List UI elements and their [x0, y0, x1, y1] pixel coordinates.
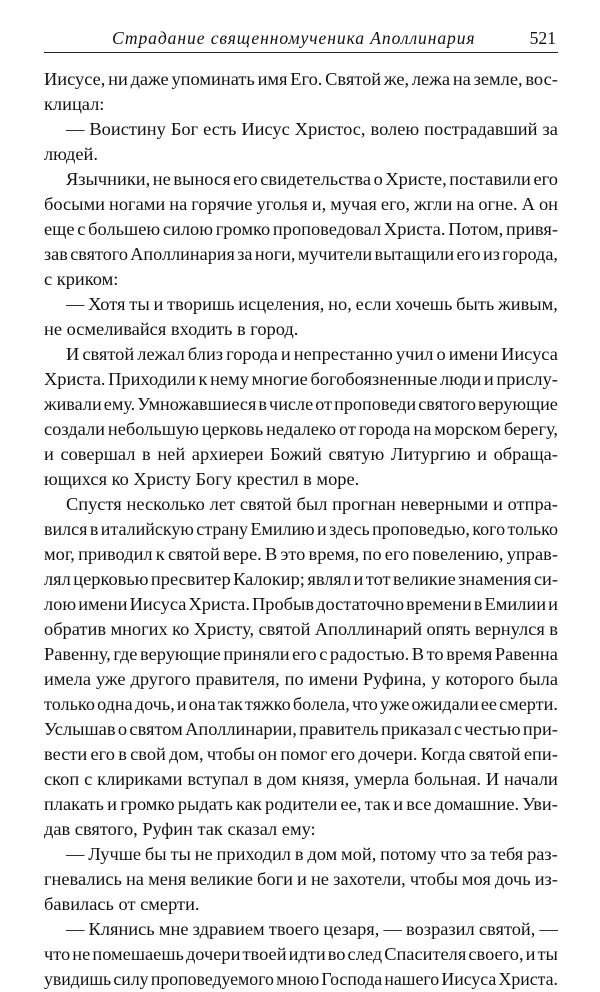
text-line: Христа. Приходили к нему многие богобоязненные люди и прислу-	[44, 369, 558, 389]
page-number: 521	[529, 28, 556, 48]
text-line: — Хотя ты и творишь исцеления, но, если хочешь быть живым,	[66, 294, 558, 314]
text-line: гневались на меня великие боги и не захотели, чтобы моя дочь из-	[44, 869, 558, 889]
text-line: обратив многих ко Христу, святой Аполлинарий опять вернулся в	[44, 619, 558, 639]
text-line: еще с большею силою громко проповедовал Христа. Потом, привя-	[44, 219, 558, 239]
text-line: лою имени Иисуса Христа. Пробыв достаточно времени в Емилии и	[44, 594, 558, 614]
text-line: что не помешаешь дочери твоей идти во след Спасителя своего, и ты	[44, 944, 558, 964]
text-line: мог, приводил к святой вере. В это время, по его повелению, управ-	[44, 544, 558, 564]
text-line: с криком:	[44, 269, 119, 289]
running-title: Страдание священномученика Аполлинария	[112, 28, 476, 48]
text-line: дав святого, Руфин так сказал ему:	[44, 819, 316, 839]
text-line: увидишь силу проповедуемого мною Господа нашего Иисуса Христа.	[44, 969, 558, 989]
text-line: И святой лежал близ города и непрестанно учил о имени Иисуса	[66, 344, 558, 364]
running-header	[44, 24, 558, 53]
text-line: клицал:	[44, 94, 105, 114]
text-line: — Лучше бы ты не приходил в дом мой, потому что за тебя раз-	[66, 844, 558, 864]
text-line: лял церковью пресвитер Калокир; являл и тот великие знамения си-	[44, 569, 558, 589]
text-line: Услышав о святом Аполлинарии, правитель приказал с честью при-	[44, 719, 558, 739]
text-line: вился в италийскую страну Емилию и здесь проповедью, кого только	[44, 519, 558, 539]
text-line: скоп с клириками вступал в дом князя, умерла больная. И начали	[44, 769, 558, 789]
text-body	[44, 67, 558, 992]
text-line: зав святого Аполлинария за ноги, мучители вытащили его из города,	[44, 244, 558, 264]
text-line: бавилась от смерти.	[44, 894, 200, 914]
text-line: живали ему. Умножавшиеся в числе от проповеди святого верующие	[44, 394, 558, 414]
text-line: только одна дочь, и она так тяжко болела, что уже ожидали ее смерти.	[44, 694, 558, 714]
text-line: — Клянись мне здравием твоего цезаря, — возразил святой, —	[66, 919, 558, 939]
text-line: Равенну, где верующие приняли его с радостью. В то время Равенна	[44, 644, 558, 664]
text-line: Язычники, не вынося его свидетельства о Христе, поставили его	[66, 169, 558, 189]
text-line: плакать и громко рыдать как родители ее, так и все домашние. Уви-	[44, 794, 558, 814]
text-line: создали небольшую церковь недалеко от города на морском берегу,	[44, 419, 558, 439]
text-line: ющихся ко Христу Богу крестил в море.	[44, 469, 360, 489]
text-line: — Воистину Бог есть Иисус Христос, волею пострадавший за	[66, 119, 558, 139]
text-line: Иисусе, ни даже упоминать имя Его. Святой же, лежа на земле, вос-	[44, 69, 558, 89]
text-line: и совершал в ней архиереи Божий святую Литургию и обраща-	[44, 444, 558, 464]
text-line: имела уже другого правителя, по имени Руфина, у которого была	[44, 669, 558, 689]
text-line: людей.	[44, 144, 98, 164]
text-line: босыми ногами на горячие уголья и, мучая его, жгли на огне. А он	[44, 194, 558, 214]
text-line: Спустя несколько лет святой был прогнан неверными и отпра-	[66, 494, 558, 514]
text-line: не осмеливайся входить в город.	[44, 319, 299, 339]
text-line: вести его в свой дом, чтобы он помог его дочери. Когда святой епи-	[44, 744, 558, 764]
